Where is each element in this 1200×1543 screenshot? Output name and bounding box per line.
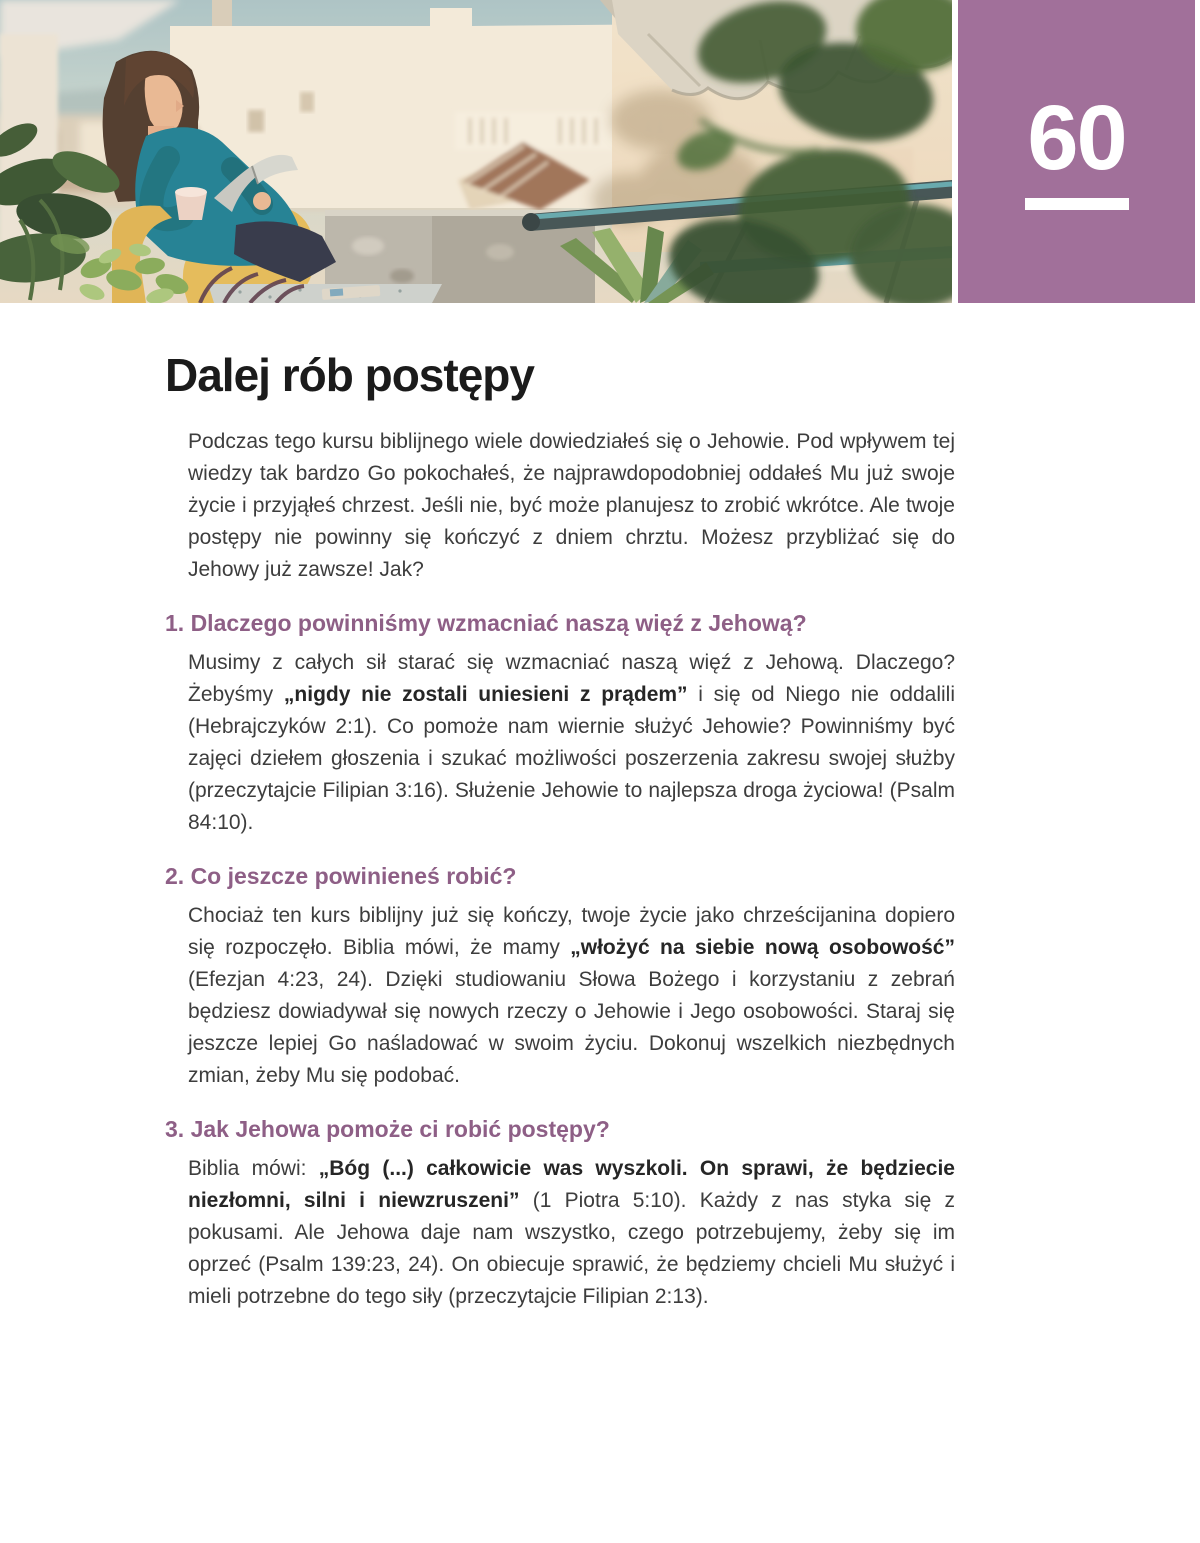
study-question-2: 2. Co jeszcze powinieneś robić?	[165, 862, 517, 889]
section-3-paragraph	[188, 1153, 955, 1313]
study-question-3: 3. Jak Jehowa pomoże ci robić postępy?	[165, 1115, 610, 1142]
scripture-quote-bold: „Bóg (...) całkowicie was wyszkoli. On sprawi, że będziecie niezłomni, silni i niewzruszeni”	[188, 1156, 955, 1212]
scripture-quote-bold: „włożyć na siebie nową osobowość”	[570, 935, 955, 959]
section-2	[165, 861, 955, 1092]
light-overlay	[0, 0, 952, 303]
page-title: Dalej rób postępy	[165, 349, 534, 401]
balcony-scene-illustration	[0, 0, 952, 303]
intro-paragraph: Podczas tego kursu biblijnego wiele dowiedziałeś się o Jehowie. Pod wpływem tej wiedzy tak bardzo Go pokochałeś, że najprawdopodobniej oddałeś Mu już swoje życie i przyjąłeś chrzest. Jeśli nie, być może planujesz to zrobić wkrótce. Ale twoje postępy nie powinny się kończyć z dniem chrztu. Możesz przybliżać się do Jehowy już zawsze! Jak?	[188, 429, 955, 581]
study-question-1: 1. Dlaczego powinniśmy wzmacniać naszą więź z Jehową?	[165, 609, 807, 636]
paragraph-text: Chociaż ten kurs biblijny już się kończy, twoje życie jako chrześcijanina dopiero się rozpoczęło. Biblia mówi, że mamy	[188, 903, 955, 959]
paragraph-text: Biblia mówi:	[188, 1156, 319, 1180]
paragraph-text: (Efezjan 4:23, 24). Dzięki studiowaniu Słowa Bożego i korzystaniu z zebrań będziesz dowiadywał się nowych rzeczy o Jehowie i Jego osobowości. Staraj się jeszcze lepiej Go naśladować w swoim życiu. Dokonuj wszelkich niezbędnych zmian, żeby Mu się podobać.	[188, 967, 955, 1087]
section-1-paragraph	[188, 647, 955, 839]
paragraph-text: (1 Piotra 5:10). Każdy z nas styka się z pokusami. Ale Jehowa daje nam wszystko, czego potrzebujemy, żeby się im oprzeć (Psalm 139:23, 24). On obiecuje sprawić, że będziemy chcieli Mu służyć i mieli potrzebne do tego siły (przeczytajcie Filipian 2:13).	[188, 1188, 956, 1308]
scripture-quote-bold: „nigdy nie zostali uniesieni z prądem”	[283, 682, 688, 706]
lesson-number-underline	[1025, 198, 1129, 210]
section-2-paragraph	[188, 900, 955, 1092]
lesson-number-block	[958, 0, 1195, 303]
lesson-number: 60	[1027, 86, 1126, 189]
section-3	[165, 1114, 955, 1313]
paragraph-text: Musimy z całych sił starać się wzmacniać naszą więź z Jehową. Dlaczego? Żebyśmy	[188, 650, 955, 706]
section-1	[165, 608, 955, 839]
paragraph-text: i się od Niego nie oddalili (Hebrajczyków 2:1). Co pomoże nam wiernie służyć Jehowie? Powinniśmy być zajęci dziełem głoszenia i szukać możliwości poszerzenia zakresu swojej służby (przeczytajcie Filipian 3:16). Służenie Jehowie to najlepsza droga życiowa! (Psalm 84:10).	[188, 682, 955, 834]
article	[165, 350, 955, 1313]
banner-photo	[0, 0, 952, 303]
